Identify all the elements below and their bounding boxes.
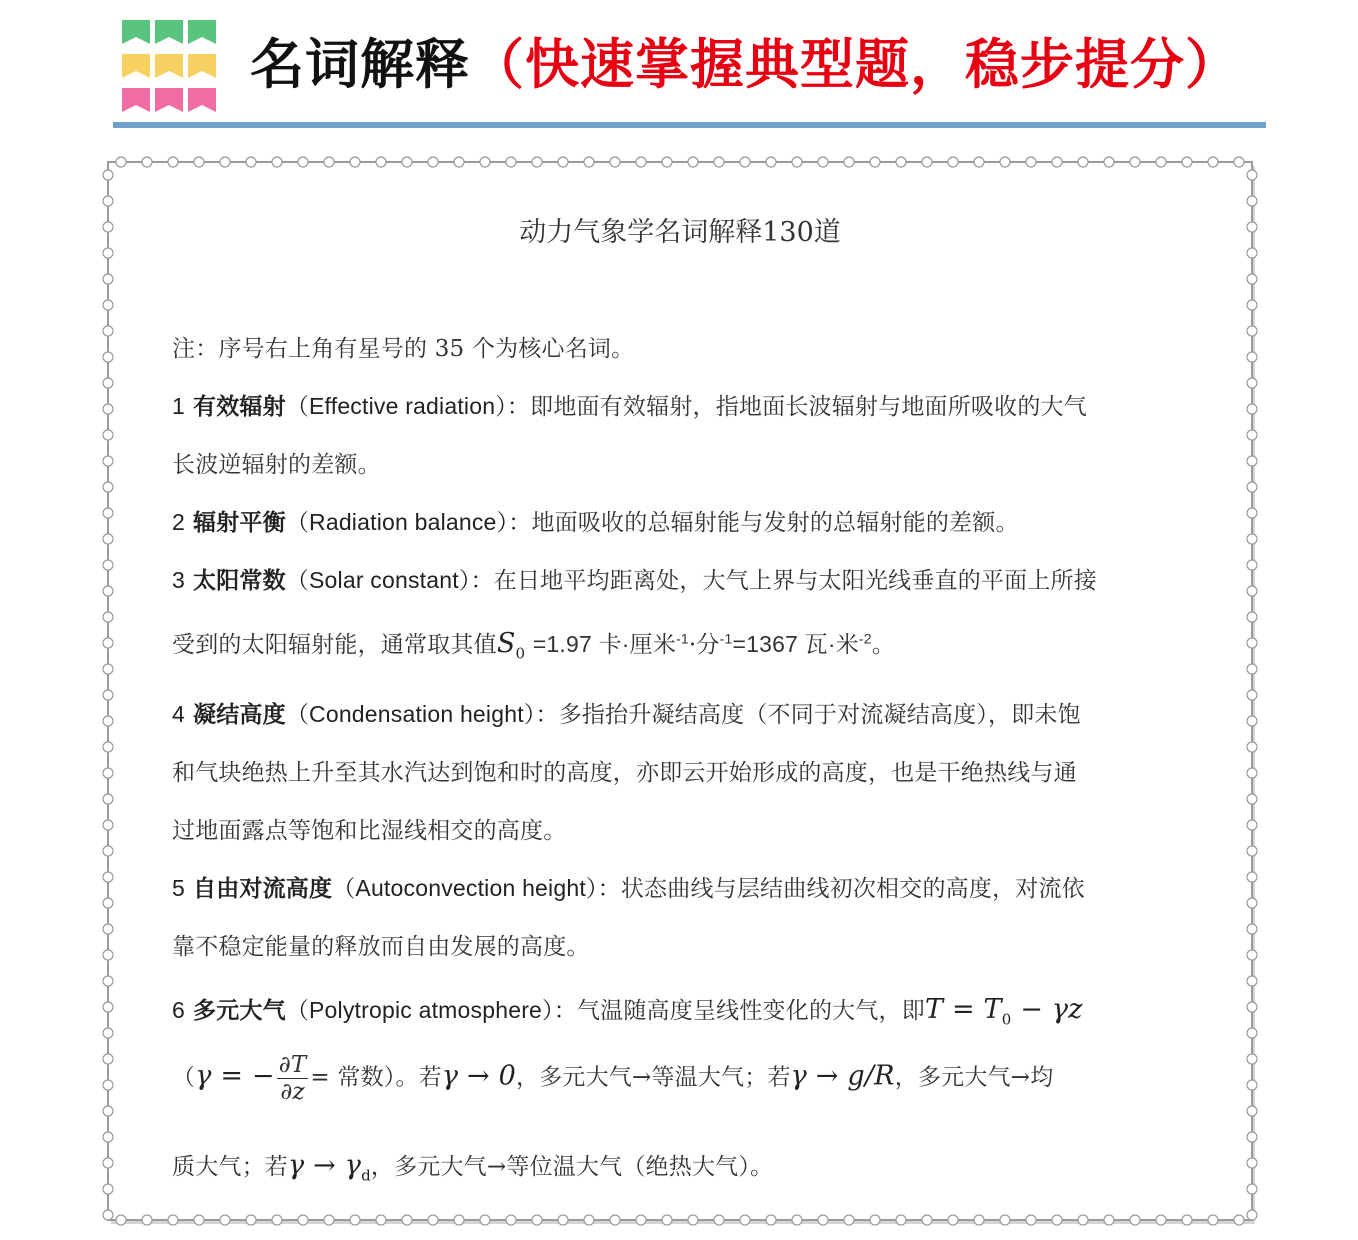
page-heading — [250, 26, 1240, 104]
entry-3-number: 3 — [172, 567, 185, 593]
entry-4-line-1 — [172, 696, 1081, 729]
entry-6-english: （Polytropic atmosphere）： — [285, 997, 577, 1023]
entry-4-english: （Condensation height）： — [285, 701, 559, 727]
entry-3-definition: 在日地平均距离处，大气上界与太阳光线垂直的平面上所接 — [493, 568, 1097, 594]
entry-3-line-2 — [172, 626, 895, 662]
entry-4-term: 凝结高度 — [193, 702, 286, 728]
heading-subtitle: （快速掌握典型题，稳步提分） — [470, 33, 1240, 96]
document-title: 动力气象学名词解释130道 — [519, 217, 841, 248]
gamma-arrow: γ → γ — [288, 1150, 362, 1181]
entry-6-line-1 — [172, 992, 1083, 1028]
entry-2-definition: 地面吸收的总辐射能与发射的总辐射能的差额。 — [531, 510, 1019, 536]
entry-3-term: 太阳常数 — [193, 568, 286, 594]
entry-6-text-c: ，多元大气→均 — [894, 1064, 1054, 1091]
entry-1-english: （Effective radiation）： — [285, 393, 531, 419]
entry-6-line-3 — [172, 1148, 773, 1184]
entry-3-text-e: 。 — [871, 632, 895, 658]
exponent-1: -1 — [676, 630, 689, 647]
gamma-d-subscript: d — [361, 1166, 371, 1185]
gamma-limit-zero: γ → 0 — [441, 1060, 516, 1092]
entry-1-number: 1 — [172, 393, 185, 419]
fraction-numerator: ∂T — [278, 1052, 307, 1078]
document-content — [100, 154, 1260, 1228]
entry-2-english: （Radiation balance）： — [285, 509, 532, 535]
entry-1-line-2: 长波逆辐射的差额。 — [172, 452, 381, 478]
entry-3-line-1 — [172, 562, 1097, 595]
entry-6-text-a: = 常数）。若 — [310, 1064, 442, 1091]
entry-2-line-1 — [172, 504, 1019, 537]
note-line: 注：序号右上角有星号的 35 个为核心名词。 — [172, 336, 635, 362]
entry-3-text-a: 受到的太阳辐射能，通常取其值 — [172, 632, 497, 658]
entry-1-line-1 — [172, 388, 1087, 421]
symbol-s: S — [496, 628, 516, 659]
exponent-2: -1 — [719, 630, 733, 647]
partial-derivative-fraction — [277, 1052, 309, 1105]
entry-3-english: （Solar constant）： — [285, 567, 494, 593]
entry-6-text-e: ，多元大气→等位温大气（绝热大气）。 — [370, 1154, 774, 1180]
gamma-limit-g-over-r: γ → g/R — [790, 1060, 895, 1092]
formula-subscript: 0 — [1001, 1010, 1012, 1029]
entry-4-definition: 多指抬升凝结高度（不同于对流凝结高度），即未饱 — [558, 702, 1081, 728]
entry-5-english: （Autoconvection height）： — [332, 875, 621, 901]
entry-6-line-2 — [172, 1052, 1053, 1105]
exponent-3: -2 — [858, 630, 872, 647]
entry-5-term: 自由对流高度 — [193, 876, 333, 902]
symbol-s-subscript: 0 — [515, 644, 526, 663]
entry-6-open-paren: （ — [172, 1064, 196, 1091]
entry-5-line-2: 靠不稳定能量的释放而自由发展的高度。 — [172, 934, 590, 960]
document-panel — [100, 154, 1260, 1228]
entry-2-term: 辐射平衡 — [193, 510, 286, 536]
entry-1-term: 有效辐射 — [193, 394, 286, 420]
entry-2-number: 2 — [172, 509, 185, 535]
entry-3-text-d: =1367 瓦·米 — [732, 631, 859, 657]
entry-5-definition: 状态曲线与层结曲线初次相交的高度，对流依 — [620, 876, 1085, 902]
solar-constant-symbol — [496, 628, 526, 663]
entry-4-number: 4 — [172, 701, 185, 727]
entry-6-definition: 气温随高度呈线性变化的大气，即 — [576, 998, 925, 1024]
heading-main: 名词解释 — [250, 33, 470, 96]
entry-3-text-c: ·分 — [688, 632, 720, 658]
formula-part-a: T = T — [924, 994, 1002, 1025]
formula-part-b: − γz — [1011, 994, 1083, 1025]
entry-3-text-b: =1.97 卡·厘米 — [532, 631, 677, 657]
fraction-denominator: ∂z — [280, 1079, 305, 1105]
heading-underline — [113, 122, 1266, 128]
entry-6-term: 多元大气 — [193, 998, 286, 1024]
entry-4-line-3: 过地面露点等饱和比湿线相交的高度。 — [172, 818, 567, 844]
entry-5-number: 5 — [172, 875, 185, 901]
entry-6-text-d: 质大气；若 — [172, 1154, 288, 1180]
polytropic-formula — [924, 994, 1083, 1029]
entry-6-number: 6 — [172, 997, 185, 1023]
entry-1-definition: 即地面有效辐射，指地面长波辐射与地面所吸收的大气 — [530, 394, 1087, 420]
gamma-limit-dry — [288, 1150, 371, 1185]
entry-6-text-b: ，多元大气→等温大气；若 — [516, 1064, 791, 1091]
bunting-flags-icon — [120, 18, 220, 114]
entry-5-line-1 — [172, 870, 1085, 903]
gamma-definition: γ = − — [195, 1060, 275, 1092]
entry-4-line-2: 和气块绝热上升至其水汽达到饱和时的高度，亦即云开始形成的高度，也是干绝热线与通 — [172, 760, 1077, 786]
